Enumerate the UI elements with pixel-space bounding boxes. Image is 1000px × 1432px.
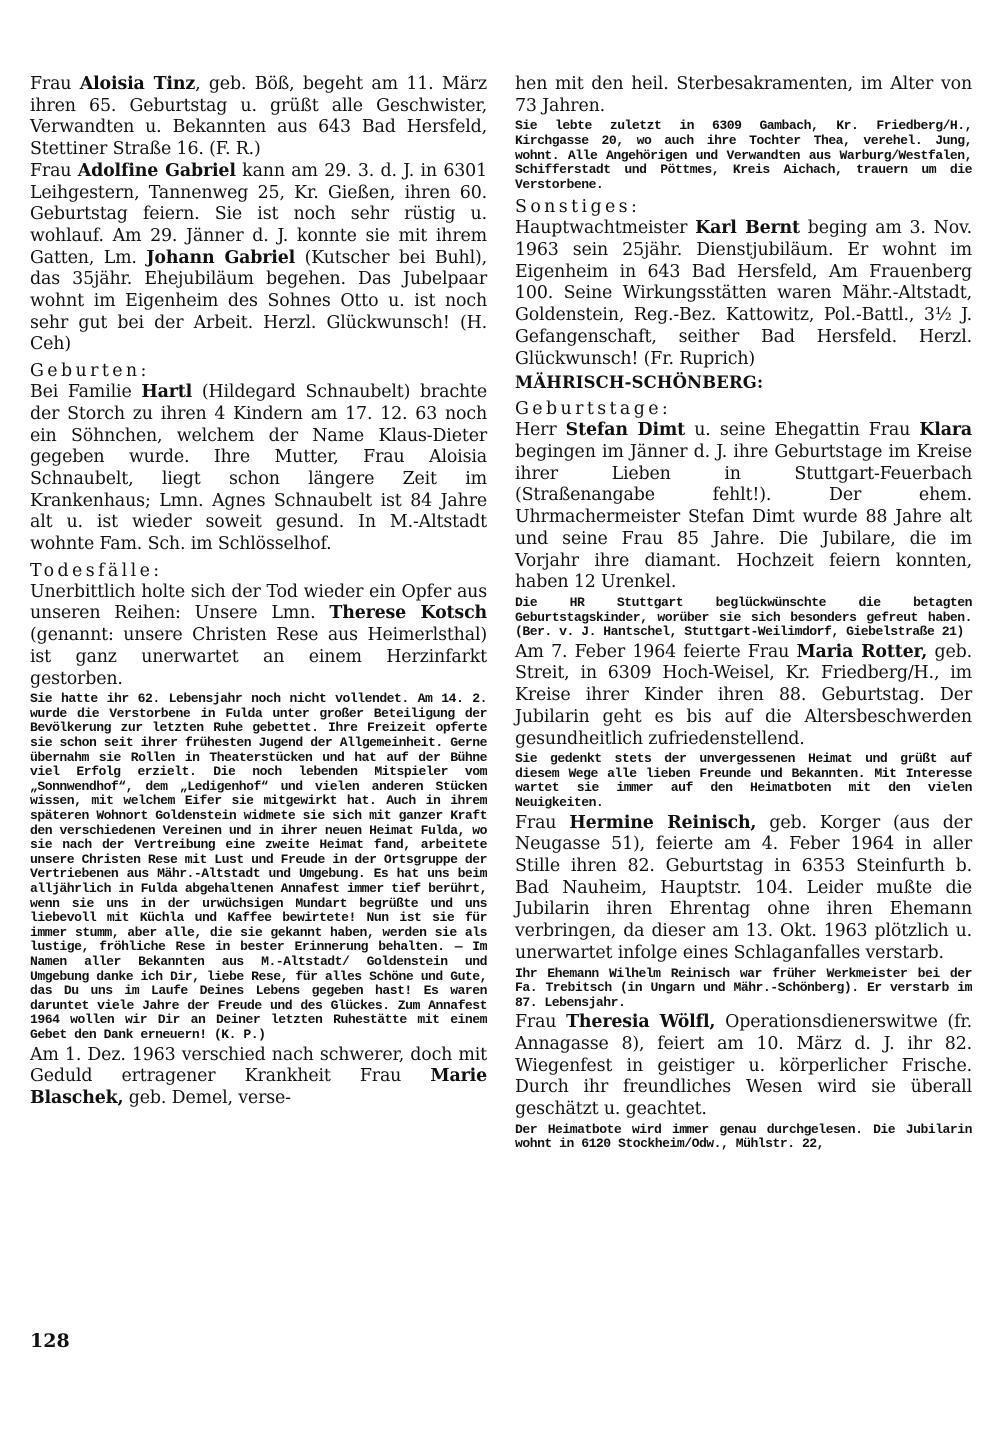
page-number: 128 [30, 1330, 70, 1352]
notice-maria-rotter: Am 7. Feber 1964 feierte Frau Maria Rotter, geb. Streit, in 6309 Hoch-Weisel, Kr. Friedberg/H., im Kreise ihrer Kinder ihren 88. Geburtstag. Der Jubilarin geht es bis auf die Altersbeschwerden gesundheitlich zufriedenstellend. [515, 641, 972, 749]
name-maria-rotter: Maria Rotter, [796, 641, 928, 662]
region-heading: MÄHRISCH-SCHÖNBERG: [515, 373, 764, 393]
name-stefan-dimt: Stefan Dimt [565, 420, 686, 441]
notice-dimt: Herr Stefan Dimt u. seine Ehegattin Frau Klara begingen im Jänner d. J. ihre Geburtstage im Kreise ihrer Lieben in Stuttgart-Feuerbach (Straßenangabe fehlt!). Der ehem. Uhrmachermeister Stefan Dimt wurde 88 Jahre alt und seine Frau 85 Jahre. Die Jubilare, die im Vorjahr ihre diamant. Hochzeit feiern konnten, haben 12 Urenkel. [515, 420, 973, 593]
name-johann-gabriel: Johann Gabriel [146, 247, 296, 268]
dimt-details: Die HR Stuttgart beglückwünschte die betagten Geburtstagskinder, worüber sie sich besonders gefreut haben. (Ber. v. J. Hantschel, Stuttgart-Weilimdorf, Giebelstraße 21) [515, 594, 972, 640]
reinisch-details: Ihr Ehemann Wilhelm Reinisch war früher Werkmeister bei der Fa. Trebitsch (in Ungarn und Mähr.-Schönberg). Er verstarb im 87. Lebensjahr. [515, 965, 972, 1010]
woelfl-details: Der Heimatbote wird immer genau durchgelesen. Die Jubilarin wohnt in 6120 Stockheim/Odw., Mühlstr. 22, [515, 1121, 972, 1152]
notice-marie-blaschek: Am 1. Dez. 1963 verschied nach schwerer, doch mit Geduld ertragener Krankheit Frau Marie Blaschek, geb. Demel, verse- [30, 1044, 487, 1108]
section-heading-geburtstage: Geburtstage: [515, 399, 672, 420]
name-hermine-reinisch: Hermine Reinisch, [569, 812, 757, 833]
name-karl-bernt: Karl Bernt [695, 218, 800, 239]
name-adolfine-gabriel: Adolfine Gabriel [77, 160, 236, 181]
left-column [30, 74, 487, 1110]
name-marie-blaschek: Marie Blaschek, [30, 1066, 487, 1108]
obituary-blaschek-details: Sie lebte zuletzt in 6309 Gambach, Kr. Friedberg/H., Kirchgasse 20, wo auch ihre Tochter Thea, verehel. Jung, wohnt. Alle Angehörigen und Verwandten aus Warburg/Westfalen, Schifferstadt und Pöttmes, Kreis Aichach, trauern um die Verstorbene. [515, 118, 972, 192]
name-theresia-woelfl: Theresia Wölfl, [566, 1012, 716, 1033]
section-heading-geburten: Geburten: [30, 361, 150, 382]
notice-hermine-reinisch: Frau Hermine Reinisch, geb. Korger (aus der Neugasse 51), feierte am 4. Feber 1964 in aller Stille ihren 82. Geburtstag in 6353 Steinfurth b. Bad Nauheim, Hauptstr. 104. Leider mußte die Jubilarin ihren Ehrentag ohne ihren Ehemann verbringen, da dieser am 13. Okt. 1963 plötzlich u. unerwartet infolge eines Schlaganfalles verstarb. [515, 812, 972, 963]
name-hartl: Hartl [141, 382, 193, 403]
notice-hartl-birth: Bei Familie Hartl (Hildegard Schnaubelt) brachte der Storch zu ihren 4 Kindern am 17. 12. 63 noch ein Söhnchen, welchem der Name Klaus-Dieter gegeben wurde. Ihre Mutter, Frau Aloisia Schnaubelt, liegt schon längere Zeit im Krankenhaus; Lmn. Agnes Schnaubelt ist 84 Jahre alt u. ist wieder soweit gesund. In M.-Altstadt wohnte Fam. Sch. im Schlösselhof. [30, 382, 487, 555]
notice-theresia-woelfl: Frau Theresia Wölfl, Operationsdienerswitwe (fr. Annagasse 8), feiert am 10. März d. J. ihr 82. Wiegenfest in geistiger u. körperlicher Frische. Durch ihr freundliches Wesen wird sie überall geschätzt u. geachtet. [515, 1012, 972, 1120]
notice-aloisia-tinz: Frau Aloisia Tinz, geb. Böß, begeht am 11. März ihren 65. Geburtstag u. grüßt alle Geschwister, Verwandten u. Bekannten aus 643 Bad Hersfeld, Stettiner Straße 16. (F. R.) [30, 74, 487, 160]
notice-adolfine-gabriel: Frau Adolfine Gabriel kann am 29. 3. d. J. in 6301 Leihgestern, Tannenweg 25, Kr. Gießen, ihren 60. Geburtstag feiern. Sie ist noch sehr rüstig u. wohlauf. Am 29. Jänner d. J. konnte sie mit ihrem Gatten, Lm. Johann Gabriel (Kutscher bei Buhl), das 35jähr. Ehejubiläum begehen. Das Jubelpaar wohnt im Eigenheim des Sohnes Otto u. ist noch sehr gut bei der Arbeit. Herzl. Glückwunsch! (H. Ceh) [30, 160, 488, 355]
notice-blaschek-continued: hen mit den heil. Sterbesakramenten, im Alter von 73 Jahren. [515, 74, 972, 116]
obituary-kotsch-details: Sie hatte ihr 62. Lebensjahr noch nicht vollendet. Am 14. 2. wurde die Verstorbene in Fulda unter großer Beteiligung der Bevölkerung zur letzten Ruhe gebettet. Ihre Freizeit opferte sie schon seit ihrer frühesten Jugend der Allgemeinheit. Gerne übernahm sie Rollen in Theaterstücken und hat auf der Bühne viel Erfolg erzielt. Die noch lebenden Mitspieler vom „Sonnwendhof“, dem „Ledigenhof“ und vielen anderen Stücken wissen, mit welchem Eifer sie mitgewirkt hat. Auch in ihrem späteren Wohnort Goldenstein widmete sie sich mit ganzer Kraft den verschiedenen Vereinen und in ihrer neuen Heimat Fulda, wo sie nach der Vertreibung eine zweite Heimat fand, arbeitete unsere Christen Rese mit Lust und Freude in der Ortsgruppe der Vertriebenen aus Mähr.-Altstadt und Umgebung. Es hat uns beim alljährlich in Fulda abgehaltenen Annafest immer tief berührt, wenn sie uns in der urwüchsigen Mundart begrüßte und uns liebevoll mit Küchla und Kaffee bewirtete! Nun ist sie für immer stumm, aber alle, die sie gekannt haben, werden sie als lustige, fröhliche Rese in bester Erinnerung behalten. — Im Namen aller Bekannten aus M.-Altstadt/ Goldenstein und Umgebung danke ich Dir, liebe Rese, für alles Schöne und Gute, das Du uns im Laufe Deines Lebens gegeben hast! Es waren daruntet viele Jahre der Freude und des Glückes. Zum Annafest 1964 wollen wir Dir an Deiner letzten Ruhestätte mit einem Gebet den Dank erneuern! (K. P.) [30, 691, 487, 1042]
name-aloisia-tinz: Aloisia Tinz [79, 74, 196, 94]
name-klara: Klara [919, 420, 973, 441]
notice-therese-kotsch: Unerbittlich holte sich der Tod wieder ein Opfer aus unseren Reihen: Unsere Lmn. Therese Kotsch (genannt: unsere Christen Rese aus Heimerlsthal) ist ganz unerwartet an einem Herzinfarkt gestorben. [30, 581, 488, 689]
section-heading-sonstiges: Sonstiges: [515, 197, 641, 218]
right-column [515, 74, 972, 1154]
rotter-details: Sie gedenkt stets der unvergessenen Heimat und grüßt auf diesem Wege alle lieben Freunde und Bekannten. Mit Interesse wartet sie immer auf den Heimatboten mit den vielen Neuigkeiten. [515, 751, 972, 810]
name-therese-kotsch: Therese Kotsch [329, 603, 488, 624]
section-heading-todesfaelle: Todesfälle: [30, 560, 163, 581]
notice-karl-bernt: Hauptwachtmeister Karl Bernt beging am 3. Nov. 1963 sein 25jähr. Dienstjubiläum. Er wohnt im Eigenheim in 643 Bad Hersfeld, Am Frauenberg 100. Seine Wirkungsstätten waren Mähr.-Altstadt, Goldenstein, Reg.-Bez. Kattowitz, Pol.-Battl., 3½ J. Gefangenschaft, seither Bad Hersfeld. Herzl. Glückwunsch! (Fr. Ruprich) [515, 218, 972, 369]
